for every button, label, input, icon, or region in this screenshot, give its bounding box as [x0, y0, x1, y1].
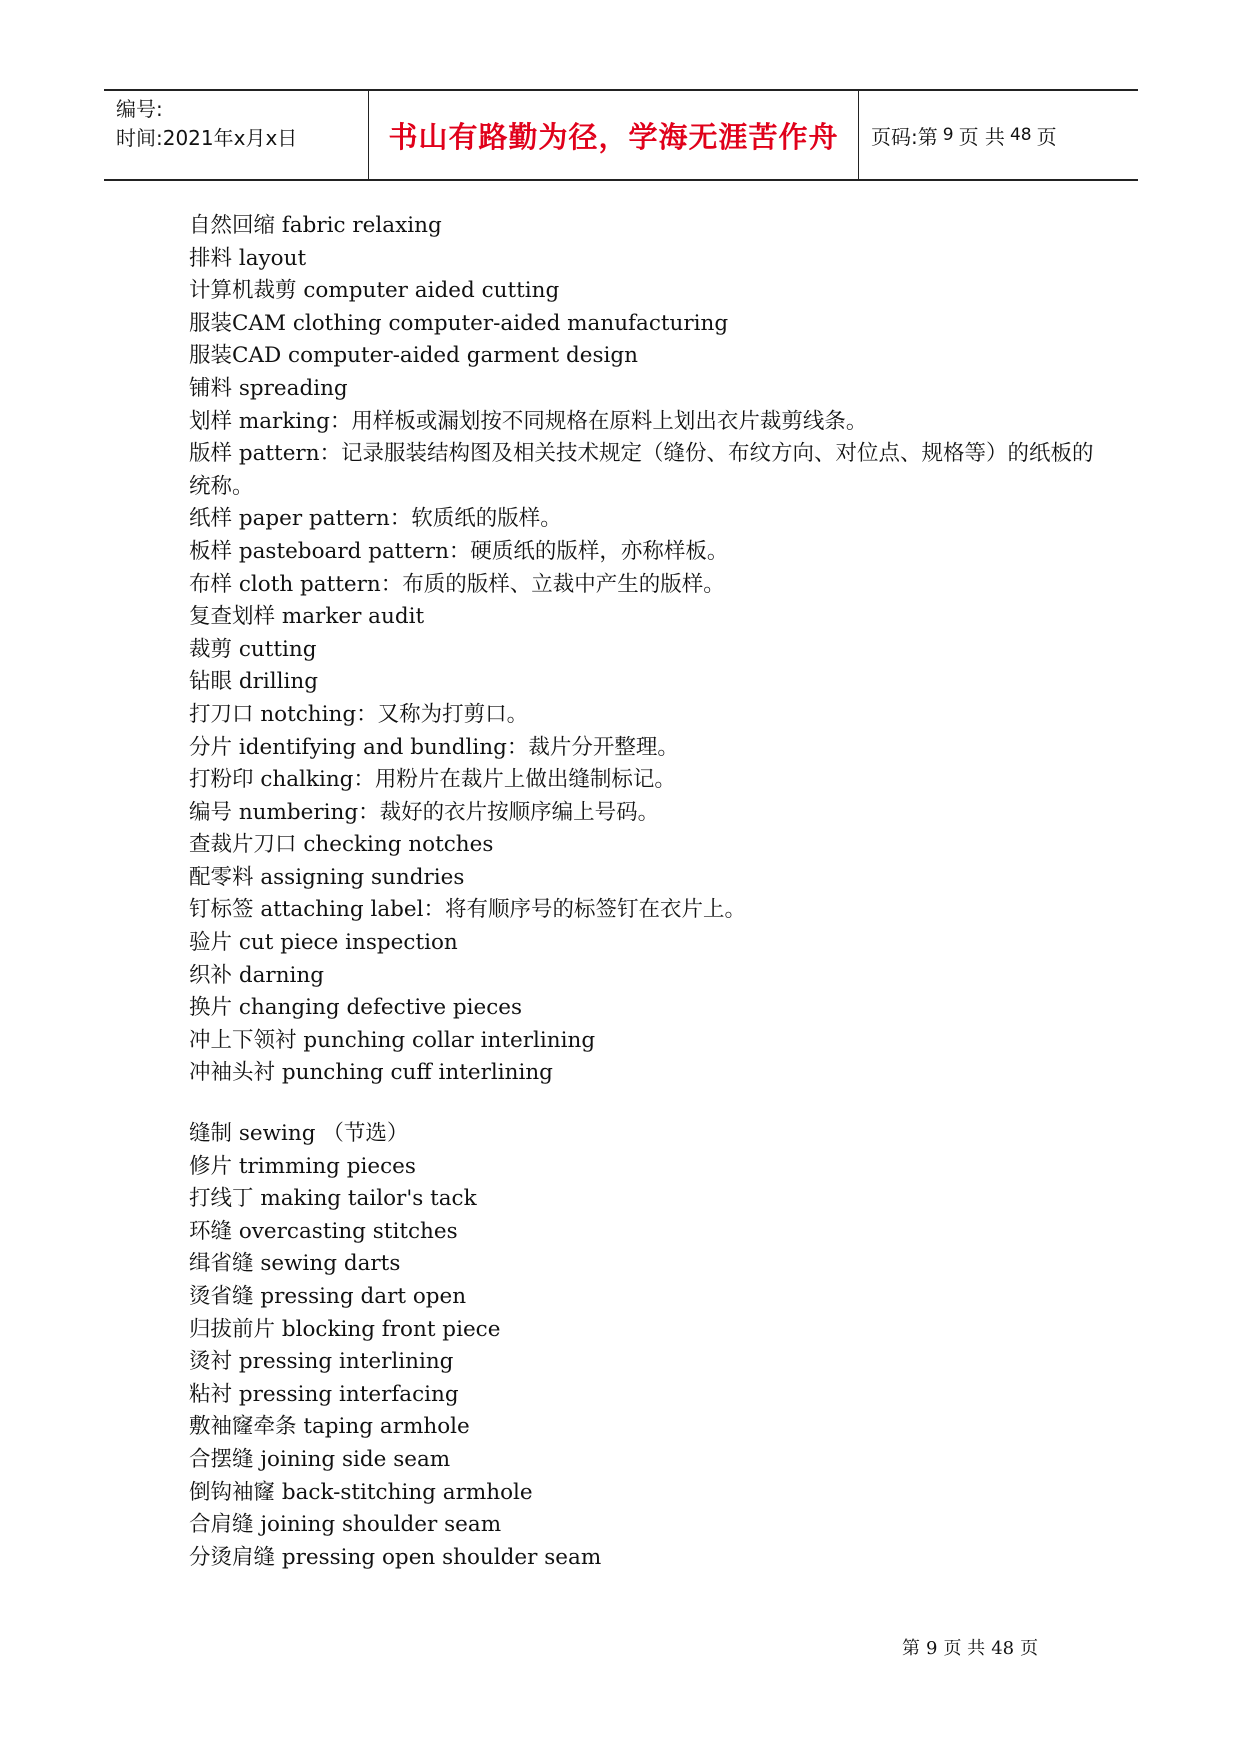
section-heading: 缝制 sewing （节选） [189, 1121, 409, 1147]
term-line: 分烫肩缝 pressing open shoulder seam [189, 1544, 602, 1570]
term-line: 冲袖头衬 punching cuff interlining [189, 1060, 553, 1086]
term-line: 服装CAM clothing computer-aided manufacturing [189, 310, 729, 336]
term-line: 归拔前片 blocking front piece [189, 1316, 501, 1342]
header-page-number: 9 [942, 125, 954, 145]
term-line: 铺料 spreading [189, 375, 348, 401]
document-code-label: 编号: [116, 97, 163, 121]
term-line: 分片 identifying and bundling：裁片分开整理。 [189, 734, 679, 760]
term-line: 打刀口 notching：又称为打剪口。 [189, 701, 529, 727]
term-line: 板样 pasteboard pattern：硬质纸的版样，亦称样板。 [189, 538, 729, 564]
term-line: 倒钩袖窿 back-stitching armhole [189, 1479, 533, 1505]
term-line: 粘衬 pressing interfacing [189, 1381, 459, 1407]
term-line: 合肩缝 joining shoulder seam [189, 1512, 502, 1538]
term-line: 换片 changing defective pieces [189, 995, 523, 1021]
header-motto: 书山有路勤为径，学海无涯苦作舟 [368, 91, 859, 179]
term-line: 验片 cut piece inspection [189, 930, 458, 956]
term-line: 烫衬 pressing interlining [189, 1349, 454, 1375]
term-line: 打线丁 making tailor's tack [189, 1186, 477, 1212]
header-page-total: 48 [1009, 125, 1032, 145]
header-page-mid: 页 共 [958, 124, 1005, 149]
term-line: 环缝 overcasting stitches [189, 1218, 458, 1244]
term-line: 敷袖窿牵条 taping armhole [189, 1414, 470, 1440]
document-header [104, 89, 1138, 181]
term-line: 钻眼 drilling [189, 669, 318, 695]
term-line: 划样 marking：用样板或漏划按不同规格在原料上划出衣片裁剪线条。 [189, 408, 868, 434]
term-line: 查裁片刀口 checking notches [189, 832, 494, 858]
footer-page-indicator [902, 1634, 1038, 1660]
term-line: 纸样 paper pattern：软质纸的版样。 [189, 506, 562, 532]
term-line: 缉省缝 sewing darts [189, 1251, 401, 1277]
section-spacer [189, 1090, 1109, 1118]
term-line: 计算机裁剪 computer aided cutting [189, 278, 560, 304]
term-line: 布样 cloth pattern：布质的版样、立裁中产生的版样。 [189, 571, 725, 597]
term-line: 配零料 assigning sundries [189, 864, 465, 890]
footer-page-number: 9 [926, 1638, 938, 1659]
glossary-content [189, 210, 1109, 1574]
term-line: 织补 darning [189, 962, 325, 988]
header-page-prefix: 页码:第 [871, 124, 938, 149]
document-time-label: 时间:2021年x月x日 [116, 126, 298, 150]
cutting-terms-section [189, 210, 1109, 1090]
term-line: 冲上下领衬 punching collar interlining [189, 1027, 596, 1053]
term-line: 服装CAD computer-aided garment design [189, 343, 639, 369]
term-line: 裁剪 cutting [189, 636, 317, 662]
header-meta-cell [104, 91, 368, 179]
term-line: 版样 pattern：记录服装结构图及相关技术规定（缝份、布纹方向、对位点、规格等）的纸板的统称。 [189, 441, 1094, 499]
term-line: 合摆缝 joining side seam [189, 1446, 451, 1472]
term-line: 钉标签 attaching label：将有顺序号的标签钉在衣片上。 [189, 897, 747, 923]
term-line: 烫省缝 pressing dart open [189, 1284, 467, 1309]
footer-prefix: 第 [902, 1638, 920, 1659]
footer-page-total: 48 [991, 1638, 1015, 1659]
header-page-indicator [859, 91, 1138, 179]
footer-suffix: 页 [1020, 1638, 1039, 1659]
term-line: 编号 numbering：裁好的衣片按顺序编上号码。 [189, 799, 660, 825]
term-line: 复查划样 marker audit [189, 604, 425, 630]
term-line: 排料 layout [189, 245, 307, 271]
term-line: 打粉印 chalking：用粉片在裁片上做出缝制标记。 [189, 767, 676, 793]
footer-mid: 页 共 [943, 1638, 986, 1659]
term-line: 自然回缩 fabric relaxing [189, 213, 442, 238]
sewing-terms-section [189, 1118, 1109, 1574]
term-line: 修片 trimming pieces [189, 1153, 416, 1179]
header-page-suffix: 页 [1036, 124, 1057, 149]
